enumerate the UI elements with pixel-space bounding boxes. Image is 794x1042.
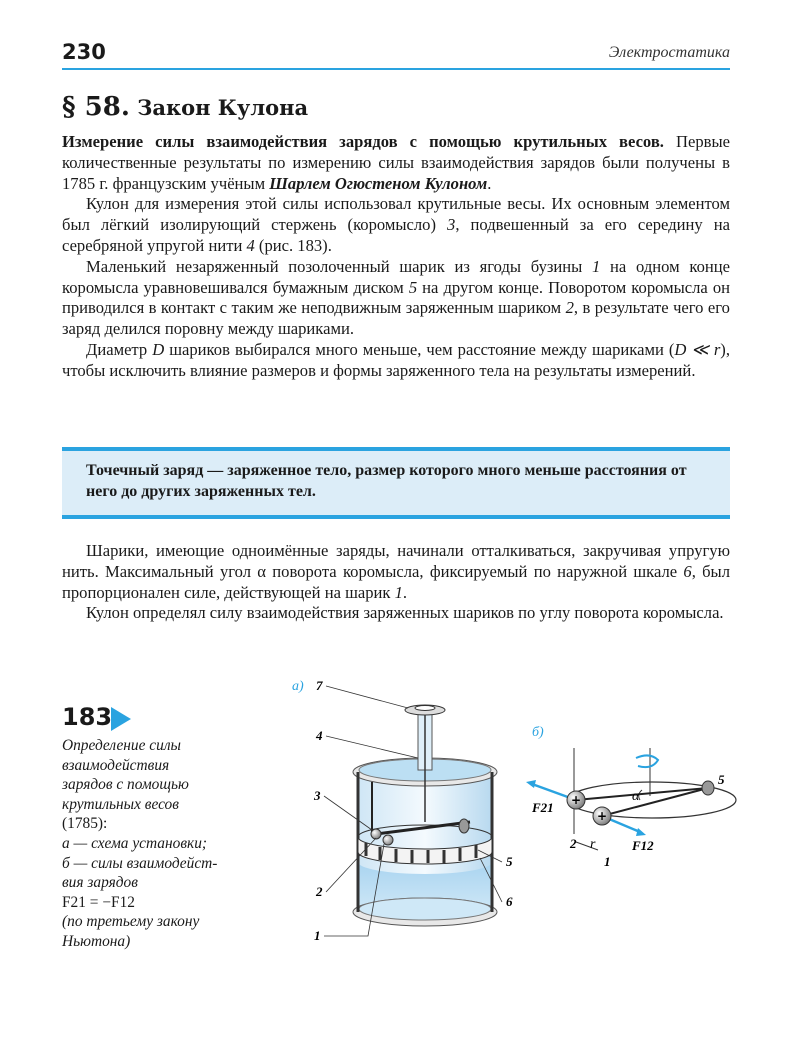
distance-r-label: r (590, 837, 596, 852)
paragraph-text: (рис. 183). (254, 235, 332, 255)
label-7: 7 (316, 678, 323, 693)
caption-line: взаимодействия (62, 756, 170, 774)
section-symbol: § 58. (62, 92, 130, 122)
ref-number: 4 (246, 235, 255, 255)
paragraph-6: Кулон определял силу взаимодействия заряженных шариков по углу поворота коромысла. (86, 603, 724, 623)
paragraph-text: Маленький незаряженный позолоченный шарик из ягоды бузины (86, 256, 593, 276)
paragraph-1 (62, 132, 730, 194)
ref-number: 5 (408, 277, 418, 297)
paragraph-text: , подвешенный за его середину на серебряной упругой нити (62, 215, 730, 255)
paragraph-text: , в результате чего его заряд делился поровну между шариками. (62, 298, 730, 339)
label-b-2: 2 (570, 836, 577, 851)
label-1: 1 (314, 928, 321, 943)
alpha-label: α (632, 789, 640, 804)
ref-number: 6 (683, 561, 692, 581)
label-5: 5 (506, 854, 513, 869)
paragraph-3 (62, 257, 730, 340)
label-2: 2 (316, 884, 323, 899)
paragraph-text: ), чтобы исключить влияние размеров и формы заряженного тела на результаты измерений. (62, 339, 730, 380)
paragraph-text: Первые количественные результаты по измерению силы взаимодействия зарядов были получены в 1785 г. французским учёным (62, 132, 730, 193)
caption-line: б — силы взаимодейст- (62, 854, 218, 872)
figure-caption (62, 736, 272, 952)
figure-arrow-icon (111, 707, 131, 731)
paragraph-4 (62, 340, 730, 382)
caption-line: (1785): (62, 815, 108, 833)
paragraph-text: на другом конце. Поворотом коромысла он приводился в контакт с таким же неподвижным заряженным шариком (62, 277, 730, 318)
label-6: 6 (506, 894, 513, 909)
paragraph-text: Шарики, имеющие одноимённые заряды, начинали отталкиваться, закручивая упругую нить. Максимальный угол α поворота коромысла, фиксируемый по наружной шкале (62, 541, 730, 581)
paragraph-text: шариков выбирался много меньше, чем расстояние между шариками ( (164, 339, 675, 359)
plus-sign-1: + (571, 793, 582, 807)
ref-number: 1 (592, 256, 601, 276)
part-a-label: а) (292, 679, 304, 694)
formula: D ≪ r (674, 339, 721, 359)
force-diagram (526, 748, 736, 869)
variable: D (152, 339, 165, 359)
plus-sign-2: + (597, 809, 608, 823)
caption-line: Определение силы (62, 737, 181, 754)
section-name: Электростатика (608, 44, 730, 61)
section-title (62, 92, 308, 122)
label-b-5: 5 (718, 772, 725, 787)
paragraph-text: . (487, 173, 492, 193)
ref-number: 2 (565, 298, 574, 318)
caption-line: (по третьему закону (62, 913, 200, 931)
paragraph-text: Кулон для измерения этой силы использовал крутильные весы. Их основным элементом был лёгкий изолирующий стержень (коромысло) (62, 194, 730, 235)
header-rule (62, 68, 730, 70)
ref-number: 1 (394, 582, 403, 602)
label-4: 4 (316, 728, 323, 743)
caption-line: Ньютона) (62, 932, 131, 950)
paragraph-text: . (402, 582, 408, 602)
caption-line: а — схема установки; (62, 834, 208, 852)
page-header (62, 38, 730, 68)
paragraph-lead: Измерение силы взаимодействия зарядов с помощью крутильных весов. (62, 132, 664, 151)
ref-number: 3 (447, 215, 456, 235)
paragraph-text: Диаметр (86, 339, 153, 359)
paragraph-2 (62, 194, 730, 256)
figure-number: 183 (62, 703, 113, 731)
caption-line: крутильных весов (62, 795, 179, 813)
paragraph-text: на одном конце коромысла уравновешивался бумажным диском (62, 256, 730, 297)
paragraph-5 (62, 541, 730, 603)
paragraph-text: , был пропорционален силе, действующей на шарик (62, 561, 730, 602)
caption-line: зарядов с помощью (62, 776, 189, 794)
scientist-name: Шарлем Огюстеном Кулоном (269, 173, 488, 193)
definition-rule-bottom (62, 515, 730, 519)
body-text-1 (62, 132, 730, 382)
definition-text: Точечный заряд — заряженное тело, размер которого много меньше расстояния от него до других заряженных тел. (86, 462, 687, 500)
page-number: 230 (62, 40, 106, 64)
force-f21-label: F21 (532, 800, 554, 815)
label-b-1: 1 (604, 854, 611, 869)
torsion-balance-figure (280, 672, 750, 962)
definition-box (62, 447, 730, 519)
section-title-text: Закон Кулона (137, 95, 309, 120)
caption-line: вия зарядов (62, 874, 138, 892)
body-text-2 (62, 541, 730, 624)
definition-rule-top (62, 447, 730, 451)
caption-formula: F21 = −F12 (62, 893, 135, 911)
part-b-label: б) (532, 725, 544, 740)
force-f12-label: F12 (632, 838, 654, 853)
label-3: 3 (314, 788, 321, 803)
